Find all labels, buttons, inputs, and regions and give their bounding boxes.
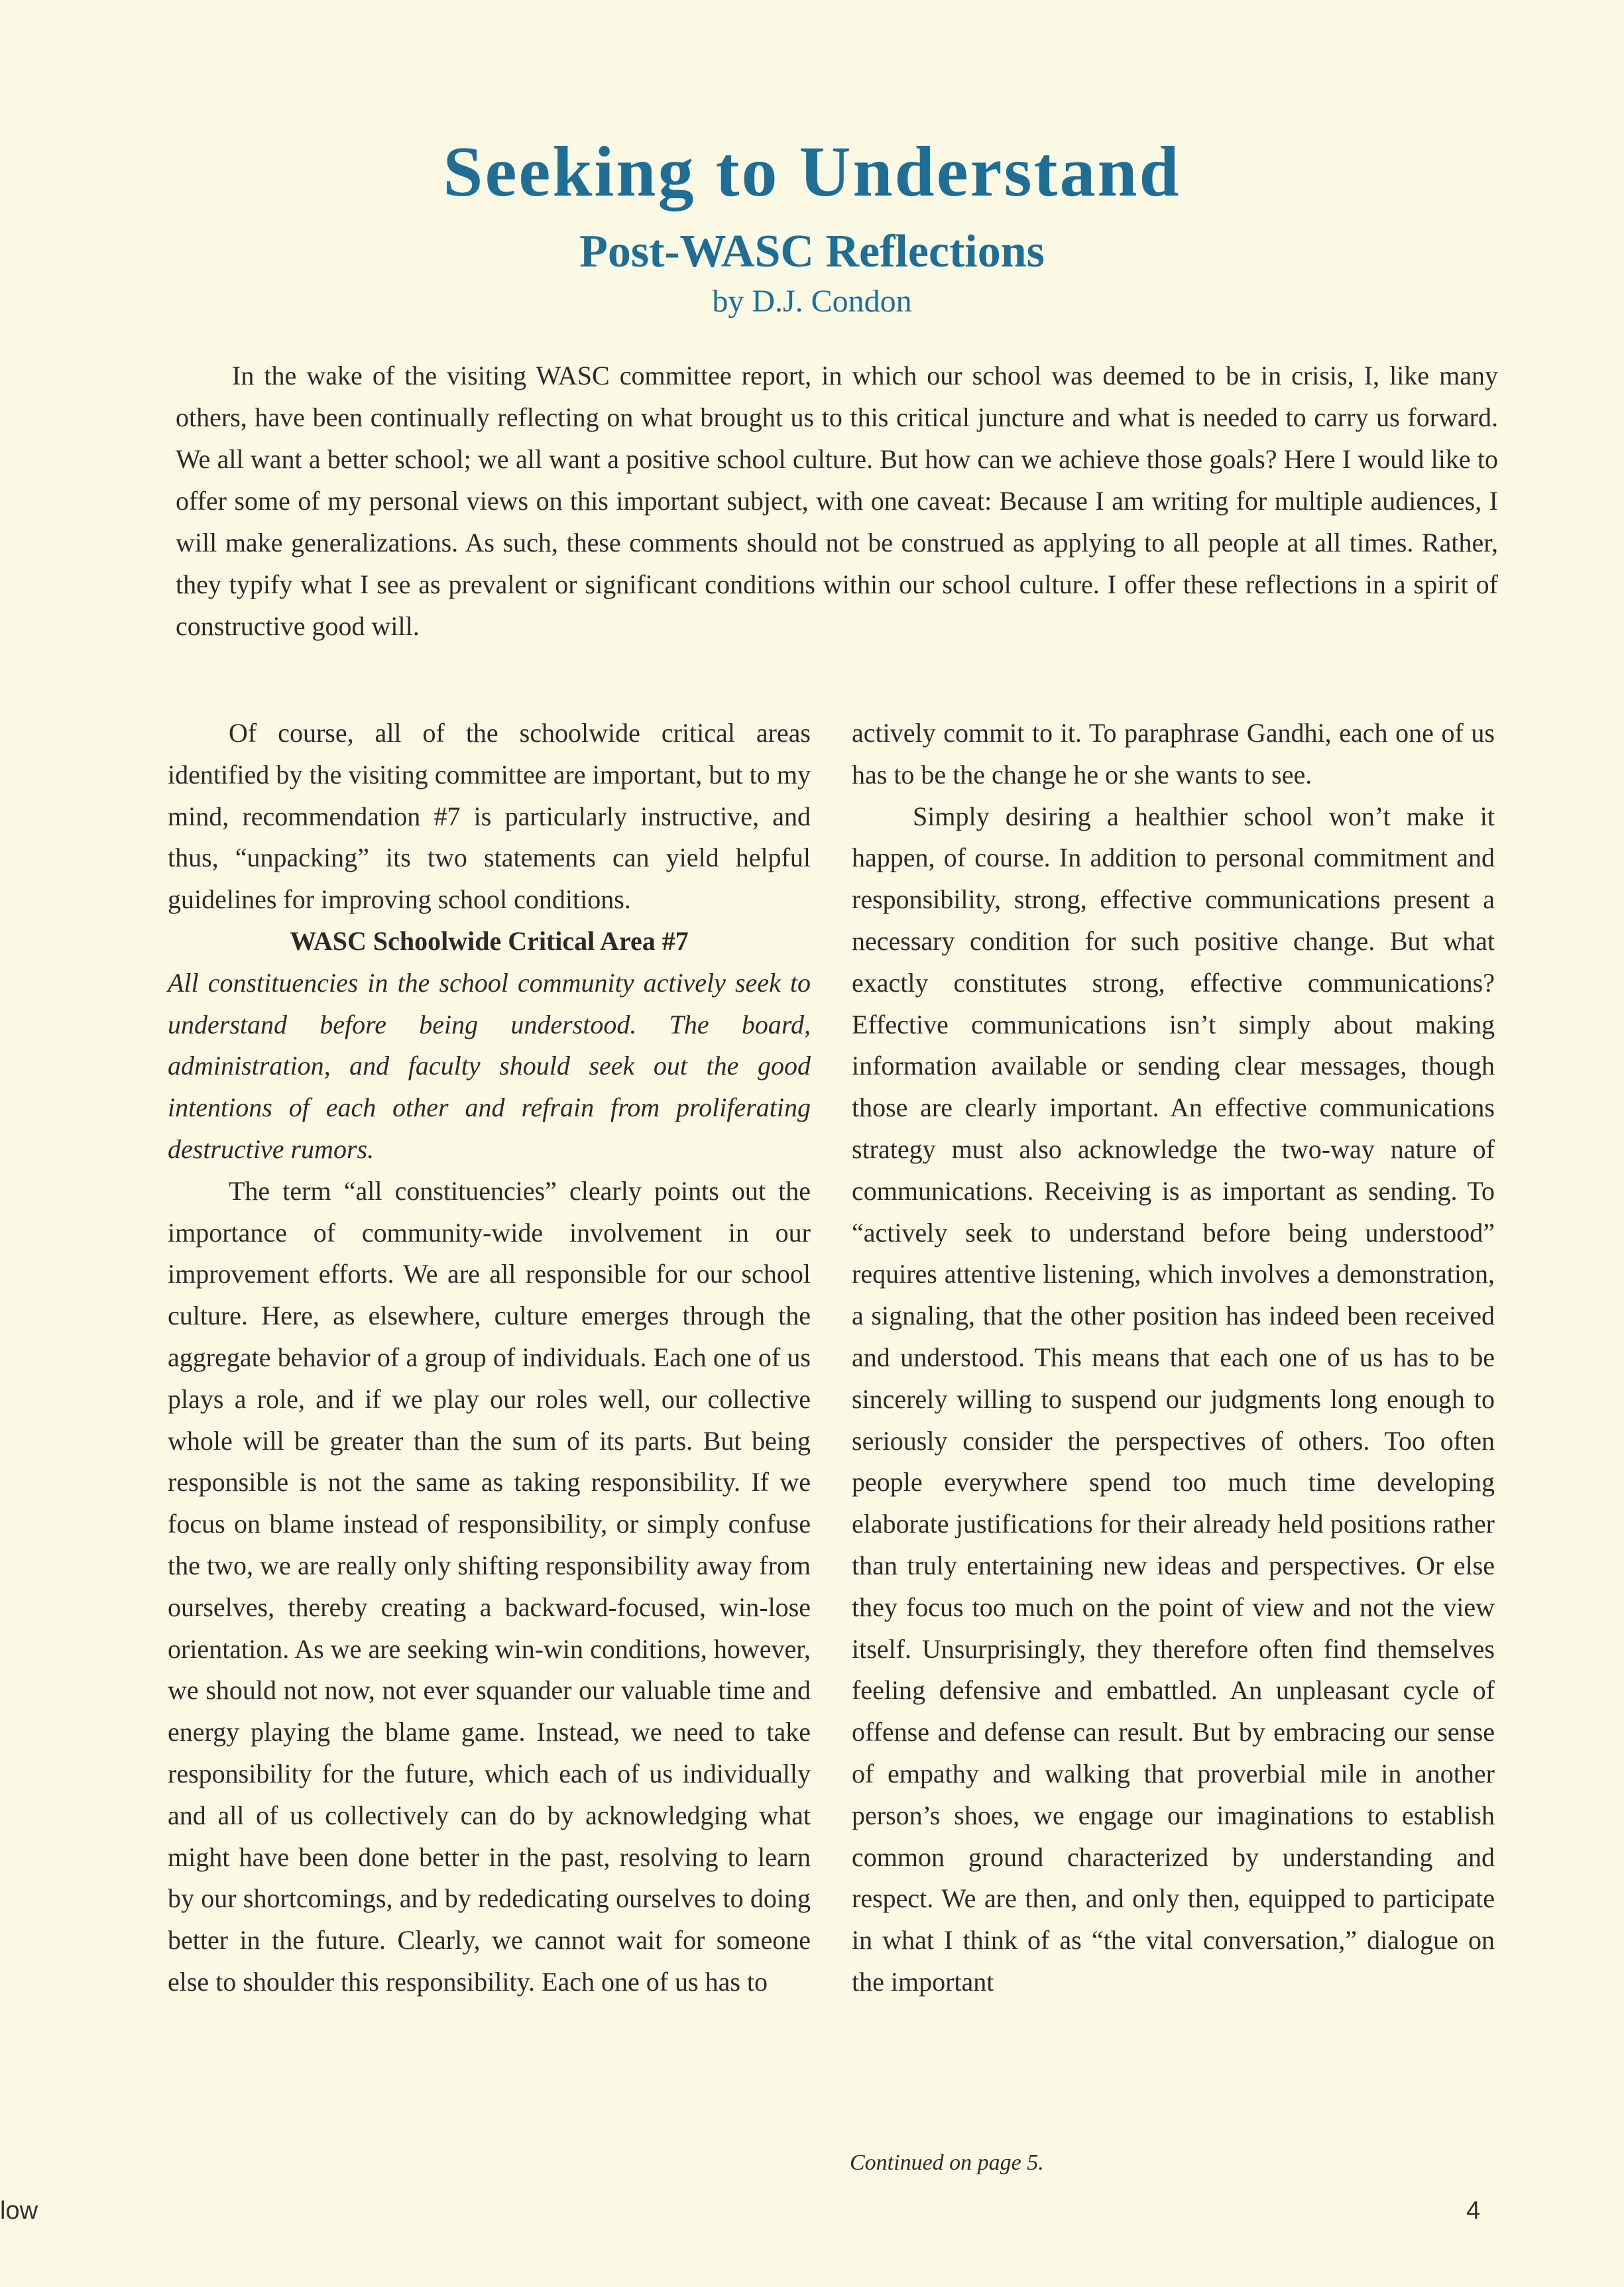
left-column — [168, 713, 811, 2003]
right-paragraph-1: actively commit to it. To paraphrase Gandhi, each one of us has to be the change he or she wants to see. — [852, 718, 1495, 790]
article-title: Seeking to Understand — [443, 133, 1181, 211]
critical-area-heading: WASC Schoolwide Critical Area #7 — [290, 925, 689, 956]
left-paragraph-1: Of course, all of the schoolwide critical areas identified by the visiting committee are important, but to my mind, recommendation #7 is particularly instructive, and thus, “unpacking” its two statements can yield helpful guidelines for improving school conditions. — [168, 718, 811, 915]
right-column — [852, 713, 1495, 2003]
critical-area-quote: All constituencies in the school community actively seek to understand before being understood. The board, administration, and faculty should seek out the good intentions of each other and refrain from proliferating destructive rumors. — [168, 967, 811, 1164]
intro-paragraph: In the wake of the visiting WASC committee report, in which our school was deemed to be in crisis, I, like many others, have been continually reflecting on what brought us to this critical juncture and what is needed to carry us forward. We all want a better school; we all want a positive school culture. But how can we achieve those goals? Here I would like to offer some of my personal views on this important subject, with one caveat: Because I am writing for multiple audiences, I will make generalizations. As such, these comments should not be construed as applying to all people at all times. Rather, they typify what I see as prevalent or significant conditions within our school culture. I offer these reflections in a spirit of constructive good will. — [176, 361, 1498, 641]
continued-note[interactable]: Continued on page 5. — [850, 2150, 1044, 2175]
right-paragraph-2: Simply desiring a healthier school won’t make it happen, of course. In addition to personal commitment and responsibility, strong, effective communications present a necessary condition for such positive change. But what exactly constitutes strong, effective communications? Effective communications isn’t simply about making information available or sending clear messages, though those are clearly important. An effective communications strategy must also acknowledge the two-way nature of communications. Receiving is as important as sending. To “actively seek to understand before being understood” requires attentive listening, which involves a demonstration, a signaling, that the other position has indeed been received and understood. This means that each one of us has to be sincerely willing to suspend our judgments long enough to seriously consider the perspectives of others. Too often people everywhere spend too much time developing elaborate justifications for their already held positions rather than truly entertaining new ideas and perspectives. Or else they focus too much on the point of view and not the view itself. Unsurprisingly, they therefore often find themselves feeling defensive and embattled. An unpleasant cycle of offense and defense can result. But by embracing our sense of empathy and walking that proverbial mile in another person’s shoes, we engage our imaginations to establish common ground characterized by understanding and respect. We are then, and only then, equipped to participate in what I think of as “the vital conversation,” dialogue on the important — [852, 801, 1495, 1997]
page-number: 4 — [1466, 2197, 1481, 2225]
left-paragraph-2: The term “all constituencies” clearly points out the importance of community-wide involvement in our improvement efforts. We are all responsible for our school culture. Here, as elsewhere, culture emerges through the aggregate behavior of a group of individuals. Each one of us plays a role, and if we play our roles well, our collective whole will be greater than the sum of its parts. But being responsible is not the same as taking responsibility. If we focus on blame instead of responsibility, or simply confuse the two, we are really only shifting responsibility away from ourselves, thereby creating a backward-focused, win-lose orientation. As we are seeking win-win conditions, however, we should not now, not ever squander our valuable time and energy playing the blame game. Instead, we need to take responsibility for the future, which each of us individually and all of us collectively can do by acknowledging what might have been done better in the past, resolving to learn by our shortcomings, and by rededicating ourselves to doing better in the future. Clearly, we cannot wait for someone else to shoulder this responsibility. Each one of us has to — [168, 1175, 811, 1997]
article-subtitle: Post-WASC Reflections — [579, 226, 1045, 277]
margin-text: low — [0, 2197, 38, 2225]
article-byline: by D.J. Condon — [712, 284, 912, 319]
